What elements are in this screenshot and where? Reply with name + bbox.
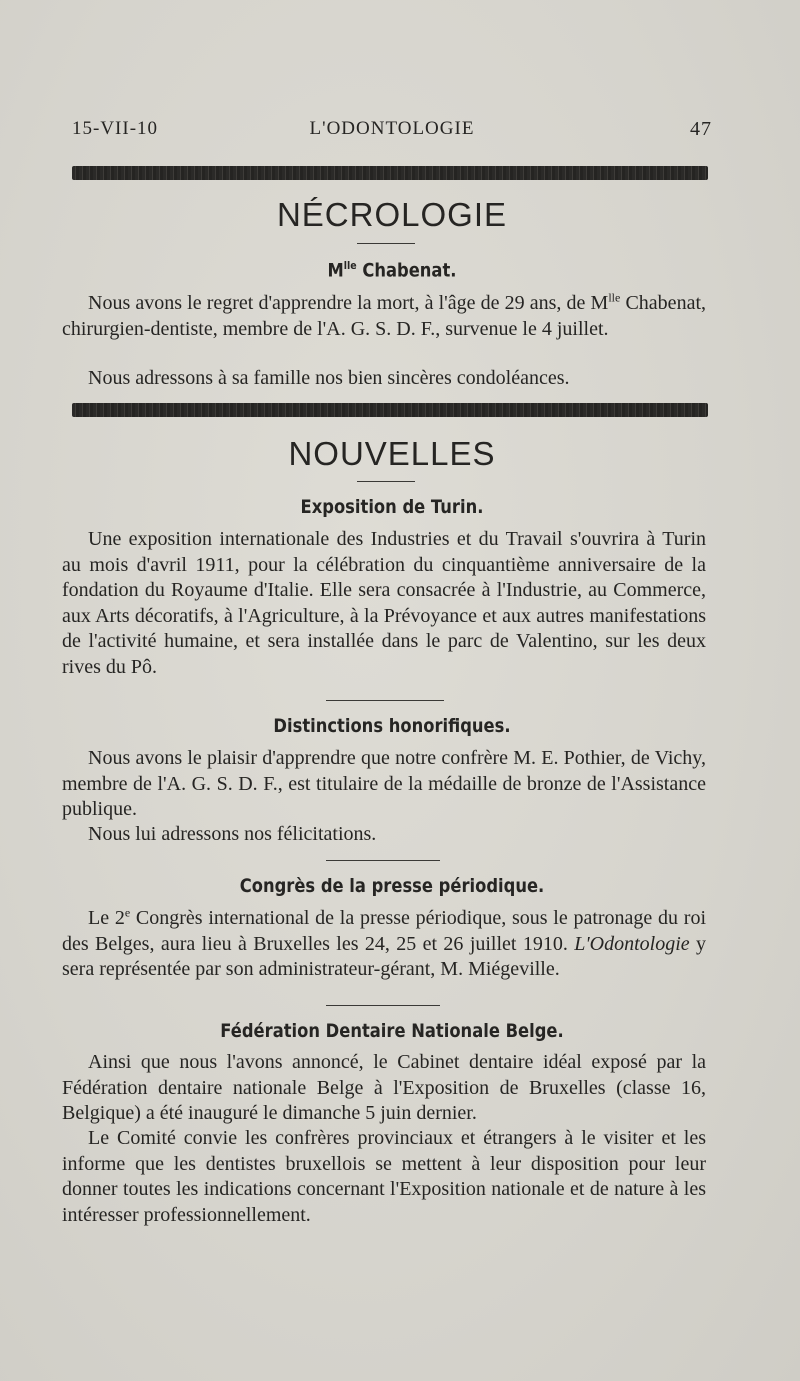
distinctions-heading: Distinctions honorifiques. [273, 715, 511, 737]
turin-paragraph: Une exposition internationale des Industries et du Travail s'ouvrira à Turin au mois d'avril 1911, pour la célébration du cinquantième anniversaire de la fondation du Royaume d'Italie. Elle sera consacrée à l'Industrie, au Commerce, aux Arts décoratifs, à l'Agriculture, à la Prévoyance et aux autres manifestations de l'activité humaine, et sera installée dans le parc de Valentino, sur les deux rives du Pô. [62, 528, 706, 678]
page-number: 47 [690, 118, 712, 140]
separator-rule [326, 700, 444, 701]
ornamental-band-middle [72, 403, 708, 417]
ornamental-band-top [72, 166, 708, 180]
running-head [72, 118, 712, 146]
obituary-paragraph: Nous avons le regret d'apprendre la mort, à l'âge de 29 ans, de $M^{lle}$ Chabenat, chirurgien-dentiste, membre de l'A. G. S. D. F., survenue le 4 juillet. [62, 290, 706, 340]
federation-paragraph-1: Ainsi que nous l'avons annoncé, le Cabinet dentaire idéal exposé par la Fédération dentaire nationale Belge à l'Exposition de Bruxelles (classe 16, Belgique) a été inauguré le dimanche 5 juin dernier. [62, 1051, 706, 1124]
separator-rule [326, 1005, 440, 1006]
congratulations-paragraph: Nous lui adressons nos félicitations. [88, 823, 377, 845]
title-rule [357, 481, 415, 482]
congres-paragraph: Le 2e Congrès international de la presse périodique, sous le patronage du roi des Belges, aura lieu à Bruxelles les 24, 25 et 26 juillet 1910. L'Odontologie y sera représentée par son administrateur-gérant, M. Miégeville. [62, 905, 707, 980]
title-rule [357, 243, 415, 244]
separator-rule [326, 860, 440, 861]
condolences-paragraph: Nous adressons à sa famille nos bien sincères condoléances. [88, 367, 570, 389]
turin-heading: Exposition de Turin. [300, 496, 484, 518]
journal-name-italic: L'Odontologie [574, 932, 690, 955]
distinctions-paragraph: Nous avons le plaisir d'apprendre que notre confrère M. E. Pothier, de Vichy, membre de l'A. G. S. D. F., est titulaire de la médaille de bronze de l'Assistance publique. [62, 747, 706, 820]
federation-heading: Fédération Dentaire Nationale Belge. [220, 1020, 564, 1042]
congres-heading: Congrès de la presse périodique. [239, 875, 545, 897]
obituary-heading: $M^{lle}$ Chabenat. [327, 259, 457, 282]
federation-paragraph-2: Le Comité convie les confrères provinciaux et étrangers à le visiter et les informe que les dentistes bruxellois se mettent à leur disposition pour leur donner toutes les indications concernant l'Exposition nationale et de nature à les intéresser professionnellement. [62, 1127, 706, 1226]
issue-date: 15-VII-10 [72, 118, 159, 139]
nouvelles-title: NOUVELLES [288, 435, 496, 472]
necrologie-title: NÉCROLOGIE [276, 196, 508, 233]
journal-title: L'ODONTOLOGIE [309, 118, 475, 139]
